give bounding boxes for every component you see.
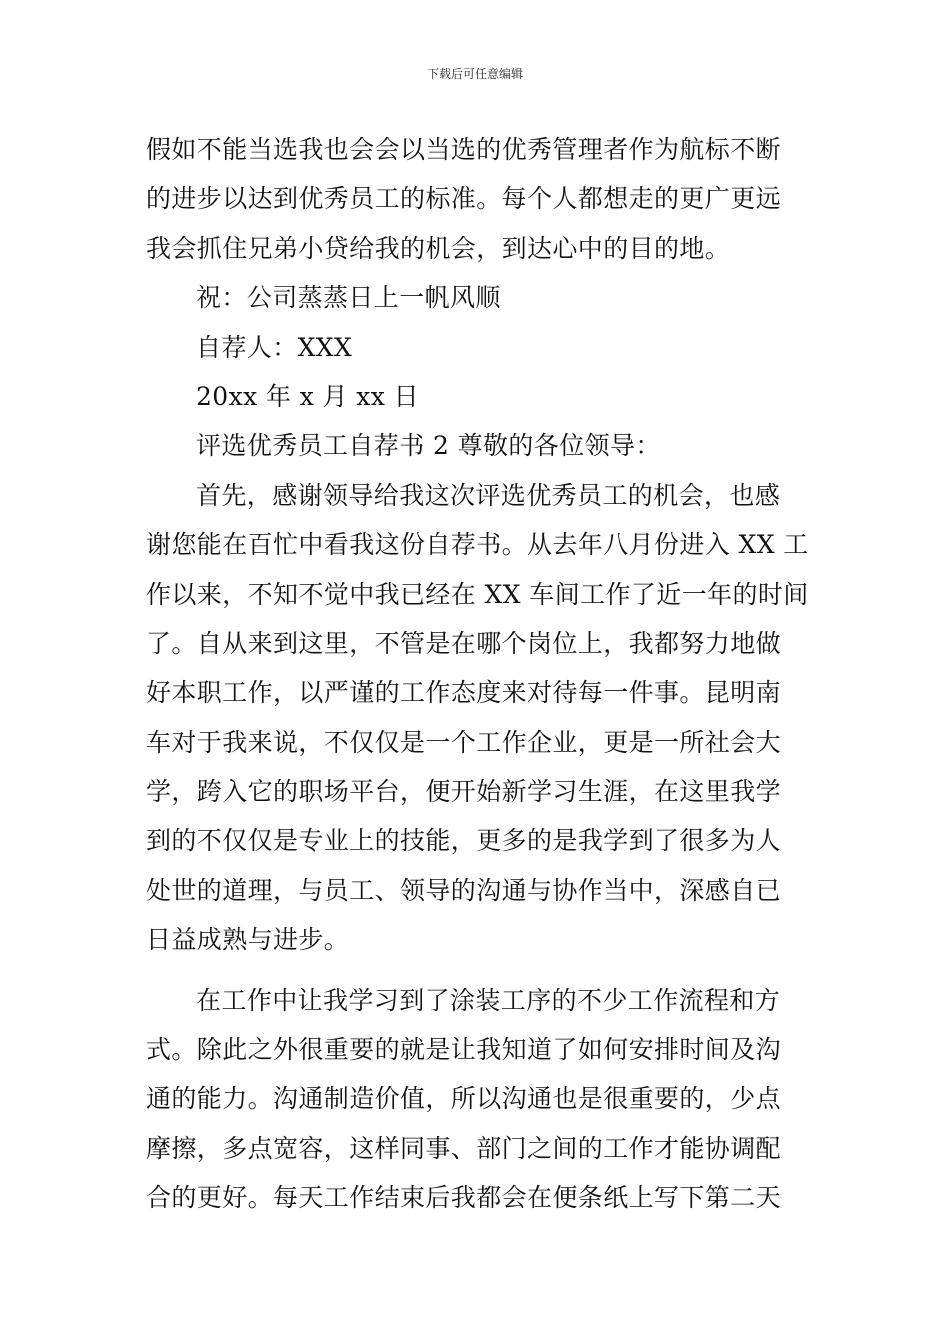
body-line: 合的更好。每天工作结束后我都会在便条纸上写下第二天 (146, 1183, 782, 1213)
body-line: 到的不仅仅是专业上的技能，更多的是我学到了很多为人 (146, 826, 782, 856)
body-line: 车对于我来说，不仅仅是一个工作企业，更是一所社会大 (146, 727, 782, 757)
body-line: 首先，感谢领导给我这次评选优秀员工的机会，也感 (196, 480, 781, 510)
body-line: 谢您能在百忙中看我这份自荐书。从去年八月份进入 XX 工 (146, 530, 809, 560)
body-line: 假如不能当选我也会会以当选的优秀管理者作为航标不断 (146, 135, 782, 164)
greeting-line: 祝：公司蒸蒸日上一帆风顺 (196, 283, 501, 313)
body-line: 处世的道理，与员工、领导的沟通与协作当中，深感自已 (146, 875, 782, 905)
body-line: 作以来，不知不觉中我已经在 XX 车间工作了近一年的时间 (146, 579, 809, 609)
body-line: 的进步以达到优秀员工的标准。每个人都想走的更广更远 (146, 184, 782, 214)
document-body (146, 125, 826, 1223)
body-line: 摩擦，多点宽容，这样同事、部门之间的工作才能协调配 (146, 1133, 782, 1163)
body-line: 好本职工作，以严谨的工作态度来对待每一件事。昆明南 (146, 678, 782, 708)
paragraph-gap (146, 965, 826, 976)
body-line: 日益成熟与进步。 (146, 925, 350, 955)
page-header: 下载后可任意编辑 (426, 67, 523, 81)
body-line: 通的能力。沟通制造价值，所以沟通也是很重要的，少点 (146, 1084, 782, 1114)
body-line: 了。自从来到这里，不管是在哪个岗位上，我都努力地做 (146, 628, 782, 658)
body-line: 在工作中让我学习到了涂装工序的不少工作流程和方 (196, 985, 781, 1015)
body-line: 学，跨入它的职场平台，便开始新学习生涯，在这里我学 (146, 777, 782, 807)
date-line: 20xx 年 x 月 xx 日 (196, 381, 420, 411)
body-line: 式。除此之外很重要的就是让我知道了如何安排时间及沟 (146, 1035, 782, 1065)
signer-line: 自荐人：XXX (196, 332, 353, 362)
body-line: 我会抓住兄弟小贷给我的机会，到达心中的目的地。 (146, 233, 731, 263)
section-title-line: 评选优秀员工自荐书 2 尊敬的各位领导： (196, 431, 661, 461)
